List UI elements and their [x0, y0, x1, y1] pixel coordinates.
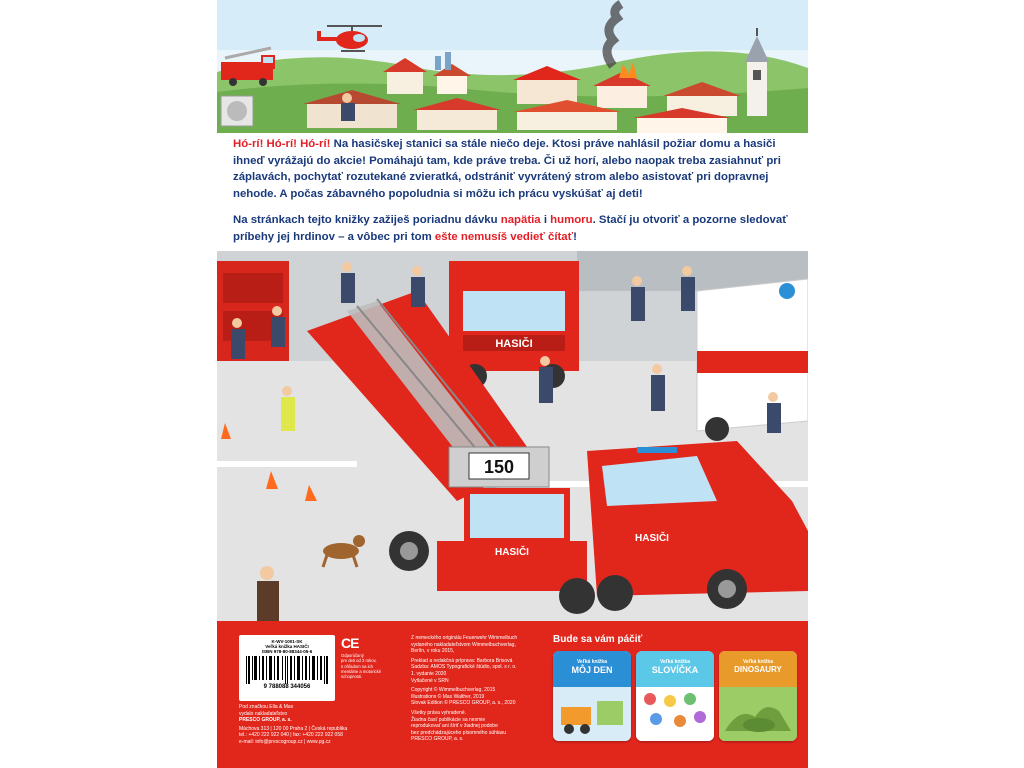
ce-mark-icon: CE	[341, 635, 359, 651]
book-title-top: Veľká knižka	[576, 659, 607, 665]
credits-line: Berlín, v roku 2015,	[411, 648, 455, 655]
ce-line: s ohľadom na ich	[341, 663, 373, 669]
top-town-illustration	[217, 0, 808, 133]
publisher-email: e-mail: info@prescogroup.cz | www.pg.cz	[239, 738, 331, 745]
air-conditioner-icon	[221, 96, 253, 126]
isbn-text: ISBN 978-80-88344-05-6	[261, 649, 313, 654]
book-title	[636, 659, 714, 675]
intro-text-1: Na hasičskej stanici sa stále niečo deje. Ktosi práve nahlásil požiar domu a hasiči ihneď vyrážajú do akcie! Pomáhajú tam, kde práve treba. Či už horí, alebo naopak treba zasiahnuť pri záplavách, pochytať rozutekané zvieratká, odstrániť vyvrátený strom alebo asistovať pri dopravnej nehode. A počas zábavného popoludnia si môžu ich prácu vyskúšať aj deti!	[233, 138, 781, 200]
intro-paragraph-2	[233, 212, 793, 245]
book-illustration-icon	[719, 687, 797, 741]
book-illustration-icon	[553, 687, 631, 741]
credits-line: Z nemeckého originálu Feuerwehr Wimmelbuch	[411, 635, 518, 641]
credits-line: Žiadna časť publikácie sa nesmie	[411, 716, 486, 723]
ce-info	[341, 635, 395, 701]
credits-line: reprodukovať ani šíriť v žiadnej podobe	[411, 723, 498, 730]
ce-line: mentálne a motorické	[341, 668, 382, 674]
book-title-main: DINOSAURY	[734, 665, 782, 674]
book-title	[719, 659, 797, 675]
fire-station-scene	[217, 251, 808, 621]
publisher-address: Máchova 313 | 120 00 Praha 2 | Česká republika	[239, 725, 348, 732]
ce-line: schopnosti.	[341, 674, 363, 680]
ladder-number: 150	[483, 457, 515, 477]
rear-truck-label: HASIČI	[495, 338, 533, 350]
back-cover-info-band	[217, 621, 808, 768]
fire-car-label: HASIČI	[635, 533, 669, 544]
intro-text	[233, 136, 793, 248]
credits-info	[411, 635, 541, 743]
barcode-card	[239, 635, 335, 701]
intro-shout: Hó-rí! Hó-rí! Hó-rí!	[233, 138, 331, 150]
intro-text-2d: !	[573, 230, 577, 243]
intro-text-2b: i	[540, 214, 551, 226]
book-title-main: MÔJ DEN	[571, 665, 613, 675]
publisher-info	[239, 704, 399, 746]
ce-line: pre deti od 3 rokov,	[341, 658, 377, 664]
intro-text-2c: . Stačí ju otvoriť a pozorne sledovať príbehy jej hrdinov – a vôbec pri tom	[233, 214, 788, 243]
book-thumbnail-slovicka[interactable]	[636, 651, 714, 741]
book-title	[553, 659, 631, 675]
credits-line: Všetky práva vyhradené.	[411, 709, 467, 716]
publisher-name: PRESCO GROUP, a. s.	[239, 717, 292, 724]
credits-line: bez predchádzajúceho písomného súhlasu	[411, 729, 507, 736]
barcode-icon	[244, 656, 330, 684]
product-title: Veľká knižka HASIČI	[265, 644, 309, 649]
credits-line: PRESCO GROUP, a. s.	[411, 736, 464, 743]
book-illustration-icon	[636, 687, 714, 741]
credits-line: Slovak Edition © PRESCO GROUP, a. s., 2020	[411, 700, 516, 707]
book-back-cover	[217, 0, 808, 768]
ambulance-icon	[697, 279, 808, 441]
barcode-digits: 9 788088 344056	[263, 684, 311, 690]
credits-block	[411, 687, 541, 707]
book-thumbnail-moj-den[interactable]	[553, 651, 631, 741]
credits-line: Sadzba: AMOS Typografické štúdio, spol. s r. o.	[411, 664, 517, 671]
ce-text	[341, 653, 395, 679]
credits-line: Vytlačené v SRN	[411, 677, 449, 684]
ladder-truck-label: HASIČI	[495, 547, 529, 558]
intro-highlight-2: humoru	[550, 214, 593, 226]
ce-line: Odporúčaný	[341, 653, 364, 658]
credits-block	[411, 635, 541, 655]
credits-line: vydaného nakladateľstvom Wimmelbuchverlag,	[411, 641, 516, 648]
publisher-phone: tel.: +420 222 922 040 | fax: +420 222 922 058	[239, 732, 343, 739]
recommend-title: Bude sa vám páčiť	[553, 634, 643, 645]
book-thumbnail-dinosaury[interactable]	[719, 651, 797, 741]
credits-line: Illustrations © Max Walther, 2019	[411, 693, 485, 700]
publisher-line: Pod značkou Ella & Max	[239, 704, 294, 710]
credits-line: 1. vydanie 2020	[411, 670, 447, 677]
book-title-main: SLOVÍČKA	[651, 665, 699, 675]
credits-block	[411, 710, 541, 743]
intro-highlight-3: ešte nemusíš vedieť čítať	[434, 230, 574, 243]
product-code: K-WV-1001-SK	[271, 639, 303, 644]
book-title-top: Veľká knižka	[742, 659, 773, 665]
book-title-top: Veľká knižka	[659, 659, 690, 665]
intro-highlight-1: napätia	[500, 214, 541, 226]
credits-block	[411, 658, 541, 684]
intro-text-2a: Na stránkach tejto knižky zažiješ poriadnu dávku	[233, 214, 501, 226]
publisher-line: vydalo nakladateľstvo	[239, 710, 288, 717]
credits-line: Preklad a redakčná príprava: Barbora Brixová	[411, 657, 513, 664]
intro-paragraph-1	[233, 136, 793, 202]
credits-line: Copyright © Wimmelbuchverlag, 2015	[411, 687, 496, 694]
